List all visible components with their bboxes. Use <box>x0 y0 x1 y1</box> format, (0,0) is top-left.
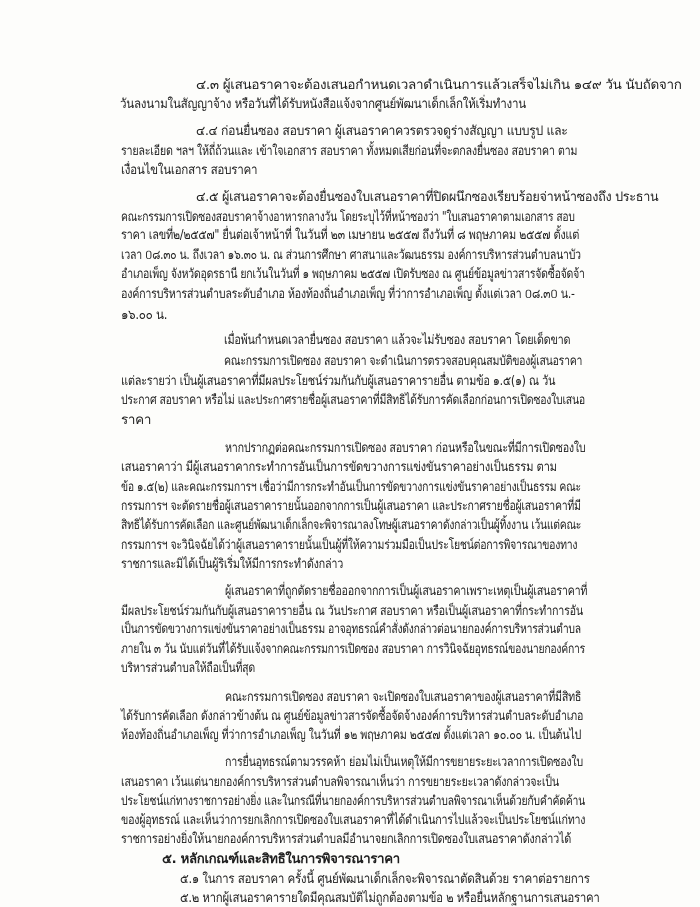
text-line: ราคา <box>121 413 152 428</box>
text-line: ได้รับการคัดเลือก ดังกล่าวข้างต้น ณ ศูนย์ข้อมูลข่าวสารจัดซื้อจัดจ้างองค์การบริหารส่วนตำบลระดับอำเภอ <box>121 709 584 724</box>
text-line: ข้อ ๑.๕(๒) และคณะกรรมการฯ เชื่อว่ามีการกระทำอันเป็นการขัดขวางการแข่งขันราคาอย่างเป็นธรรม คณะ <box>121 480 581 495</box>
text-line: เสนอราคาว่า มีผู้เสนอราคากระทำการอันเป็นการขัดขวางการแข่งขันราคาอย่างเป็นธรรม ตาม <box>121 460 557 475</box>
text-line: คณะกรรมการเปิดซอง สอบราคา จะดำเนินการตรวจสอบคุณสมบัติของผู้เสนอราคา <box>224 354 583 369</box>
text-line: กรรมการฯ จะตัดรายชื่อผู้เสนอราคารายนั้นออกจากการเป็นผู้เสนอราคา และประกาศรายชื่อผู้เสนอราคาที่มี <box>121 499 581 514</box>
text-line: ราคา เลขที่๒/๒๕๕๗" ยื่นต่อเจ้าหน้าที่ ในวันที่ ๒๓ เมษายน ๒๕๕๗ ถึงวันที่ ๘ พฤษภาคม ๒๕๕๗ ตั้งแต่ <box>121 228 580 243</box>
text-line: ๑๖.๐๐ น. <box>121 308 168 323</box>
text-line: กรรมการฯ จะวินิจฉัยได้ว่าผู้เสนอราคารายนั้นเป็นผู้ที่ให้ความร่วมมือเป็นประโยชน์ต่อการพิจารณาของทาง <box>121 538 578 553</box>
text-line: สิทธิได้รับการคัดเลือก และศูนย์พัฒนาเด็กเล็กจะพิจารณาลงโทษผู้เสนอราคาดังกล่าวเป็นผู้ทิ้งงาน เว้นแต่คณะ <box>121 518 582 533</box>
text-line: ห้องท้องถิ่นอำเภอเพ็ญ ที่ว่าการอำเภอเพ็ญ ในวันที่ ๑๒ พฤษภาคม ๒๕๕๗ ตั้งแต่เวลา ๑๐.๐๐ น. เป็นต้นไป <box>121 728 582 743</box>
text-line: ประโยชน์แก่ทางราชการอย่างยิ่ง และในกรณีที่นายกองค์การบริหารส่วนตำบลพิจารณาเห็นด้วยกับคำคัดค้าน <box>121 794 586 809</box>
text-line: เวลา ០๘.๓๐ น. ถึงเวลา ๑๖.๓๐ น. ณ ส่วนการศึกษา ศาสนาและวัฒนธรรม องค์การบริหารส่วนตำบลนาบัว <box>121 248 581 263</box>
text-line: คณะกรรมการเปิดซองสอบราคาจ้างอาหารกลางวัน โดยระบุไว้ที่หน้าซองว่า "ใบเสนอราคาตามเอกสาร สอบ <box>121 210 575 225</box>
text-line: เสนอราคา เว้นแต่นายกองค์การบริหารส่วนตำบลพิจารณาเห็นว่า การขยายระยะเวลาดังกล่าวจะเป็น <box>121 775 559 790</box>
text-line: องค์การบริหารส่วนตำบลระดับอำเภอ ห้องท้องถิ่นอำเภอเพ็ญ ที่ว่าการอำเภอเพ็ญ ตั้งแต่เวลา ០๘.๓០ น.- <box>121 287 575 302</box>
text-line: ๔.๔ ก่อนยื่นซอง สอบราคา ผู้เสนอราคาควรตรวจดูร่างสัญญา แบบรูป และ <box>196 124 568 139</box>
text-line: ๕.๑ ในการ สอบราคา ครั้งนี้ ศูนย์พัฒนาเด็กเล็กจะพิจารณาตัดสินด้วย ราคาต่อรายการ <box>180 872 590 887</box>
text-line: ประกาศ สอบราคา หรือไม่ และประกาศรายชื่อผู้เสนอราคาที่มีสิทธิได้รับการคัดเลือกก่อนการเปิดซองใบเสนอ <box>121 393 585 408</box>
text-line: ราชการและมิได้เป็นผู้ริเริ่มให้มีการกระทำดังกล่าว <box>121 557 344 572</box>
text-line: ของผู้อุทธรณ์ และเห็นว่าการยกเลิกการเปิดซองใบเสนอราคาที่ได้ดำเนินการไปแล้วจะเป็นประโยชน์แก่ทาง <box>121 813 586 828</box>
text-line: การยื่นอุทธรณ์ตามวรรคห้า ย่อมไม่เป็นเหตุให้มีการขยายระยะเวลาการเปิดซองใบ <box>225 755 583 770</box>
text-line: อำเภอเพ็ญ จังหวัดอุดรธานี ยกเว้นในวันที่ ๑ พฤษภาคม ๒๕๕๗ เปิดรับซอง ณ ศูนย์ข้อมูลข่าวสารจัดซื้อจัดจ้า <box>121 267 585 282</box>
text-line: ๔.๕ ผู้เสนอราคาจะต้องยื่นซองใบเสนอราคาที่ปิดผนึกซองเรียบร้อยจ่าหน้าซองถึง ประธาน <box>196 190 659 205</box>
text-line: เงื่อนไขในเอกสาร สอบราคา <box>121 163 258 178</box>
text-line: เมื่อพ้นกำหนดเวลายื่นซอง สอบราคา แล้วจะไม่รับซอง สอบราคา โดยเด็ดขาด <box>224 333 571 348</box>
text-line: หากปรากฏต่อคณะกรรมการเปิดซอง สอบราคา ก่อนหรือในขณะที่มีการเปิดซองใบ <box>225 441 586 456</box>
text-line: ๔.๓ ผู้เสนอราคาจะต้องเสนอกำหนดเวลาดำเนินการแล้วเสร็จไม่เกิน ๑๔๙ วัน นับถัดจาก <box>196 78 682 93</box>
text-line: ภายใน ๓ วัน นับแต่วันที่ได้รับแจ้งจากคณะกรรมการเปิดซอง สอบราคา การวินิจฉัยอุทธรณ์ของนายกองค์การ <box>121 642 586 657</box>
text-line: แต่ละรายว่า เป็นผู้เสนอราคาที่มีผลประโยชน์ร่วมกันกับผู้เสนอราคารายอื่น ตามข้อ ๑.๕(๑) ณ วัน <box>121 374 556 389</box>
text-line: ๕.๒ หากผู้เสนอราคารายใดมีคุณสมบัติไม่ถูกต้องตามข้อ ๒ หรือยื่นหลักฐานการเสนอราคา <box>180 891 600 906</box>
text-line: รายละเอียด ฯลฯ ให้ถี่ถ้วนและ เข้าใจเอกสาร สอบราคา ทั้งหมดเสียก่อนที่จะตกลงยื่นซอง สอบราคา ตาม <box>121 144 578 159</box>
section-heading: ๕. หลักเกณฑ์และสิทธิในการพิจารณาราคา <box>162 852 400 867</box>
text-line: ผู้เสนอราคาที่ถูกตัดรายชื่อออกจากการเป็นผู้เสนอราคาเพราะเหตุเป็นผู้เสนอราคาที่ <box>225 584 588 599</box>
text-line: มีผลประโยชน์ร่วมกันกับผู้เสนอราคารายอื่น ณ วันประกาศ สอบราคา หรือเป็นผู้เสนอราคาที่กระทำการอัน <box>121 604 583 619</box>
text-line: เป็นการขัดขวางการแข่งขันราคาอย่างเป็นธรรม อาจอุทธรณ์คำสั่งดังกล่าวต่อนายกองค์การบริหารส่วนตำบล <box>121 622 581 637</box>
text-line: คณะกรรมการเปิดซอง สอบราคา จะเปิดซองใบเสนอราคาของผู้เสนอราคาที่มีสิทธิ <box>225 690 582 705</box>
text-line: วันลงนามในสัญญาจ้าง หรือวันที่ได้รับหนังสือแจ้งจากศูนย์พัฒนาเด็กเล็กให้เริ่มทำงาน <box>120 97 526 112</box>
text-line: ราชการอย่างยิ่งให้นายกองค์การบริหารส่วนตำบลมีอำนาจยกเลิกการเปิดซองใบเสนอราคาดังกล่าวได้ <box>121 832 572 847</box>
text-line: บริหารส่วนตำบลให้ถือเป็นที่สุด <box>121 661 255 676</box>
